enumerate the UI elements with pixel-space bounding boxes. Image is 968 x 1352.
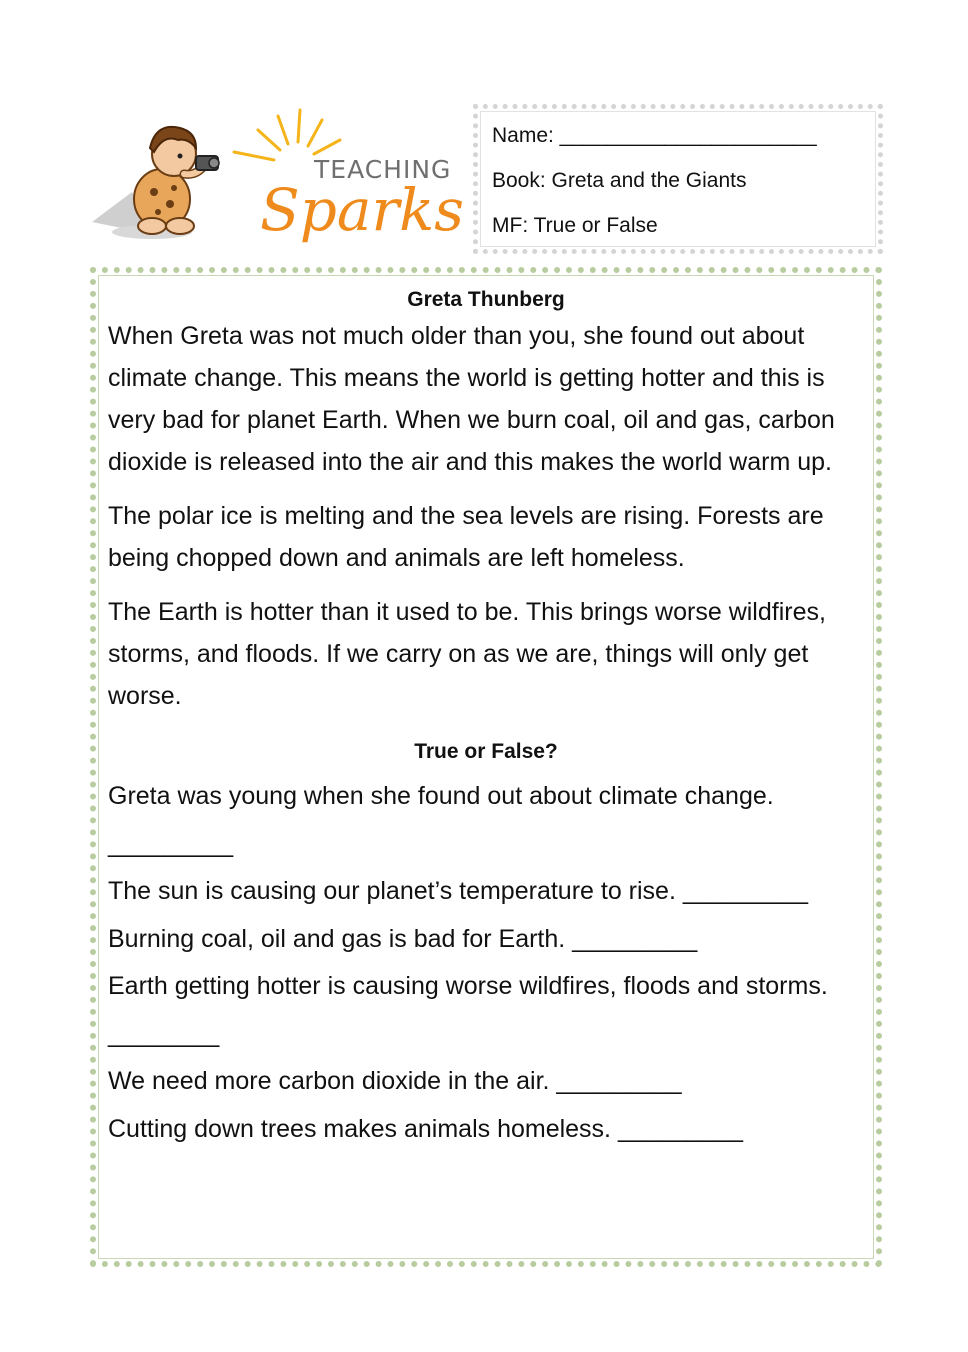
- quiz-question-4[interactable]: Earth getting hotter is causing worse wildfires, floods and storms. ________: [108, 972, 828, 1048]
- worksheet-type: MF: True or False: [492, 214, 658, 237]
- teaching-sparks-logo: [92, 104, 462, 254]
- quiz-question-3[interactable]: Burning coal, oil and gas is bad for Earth. _________: [108, 924, 698, 953]
- book-title: Book: Greta and the Giants: [492, 169, 747, 192]
- passage-paragraph-3: The Earth is hotter than it used to be. This brings worse wildfires, storms, and floods. If we carry on as we are, things will only get worse.: [108, 598, 826, 710]
- logo-teaching-text: TEACHING: [314, 155, 452, 184]
- student-info-box: [473, 104, 883, 254]
- quiz-question-1[interactable]: Greta was young when she found out about climate change. _________: [108, 782, 774, 858]
- quiz-question-6[interactable]: Cutting down trees makes animals homeless. _________: [108, 1114, 744, 1143]
- passage-paragraph-2: The polar ice is melting and the sea levels are rising. Forests are being chopped down and animals are left homeless.: [108, 502, 824, 572]
- passage-paragraph-1: When Greta was not much older than you, she found out about climate change. This means the world is getting hotter and this is very bad for planet Earth. When we burn coal, oil and gas, carbon dioxide is released into the air and this makes the world warm up.: [108, 322, 835, 476]
- quiz-question-2[interactable]: The sun is causing our planet’s temperature to rise. _________: [108, 877, 808, 905]
- worksheet-content: [90, 267, 882, 1267]
- name-field[interactable]: Name: ______________________: [492, 124, 817, 147]
- quiz-title: True or False?: [414, 740, 558, 763]
- passage-title: Greta Thunberg: [407, 288, 565, 311]
- logo-sparks-text: Sparks: [260, 176, 462, 244]
- caveman-mascot-icon: [92, 104, 462, 254]
- quiz-question-5[interactable]: We need more carbon dioxide in the air. _________: [108, 1067, 682, 1095]
